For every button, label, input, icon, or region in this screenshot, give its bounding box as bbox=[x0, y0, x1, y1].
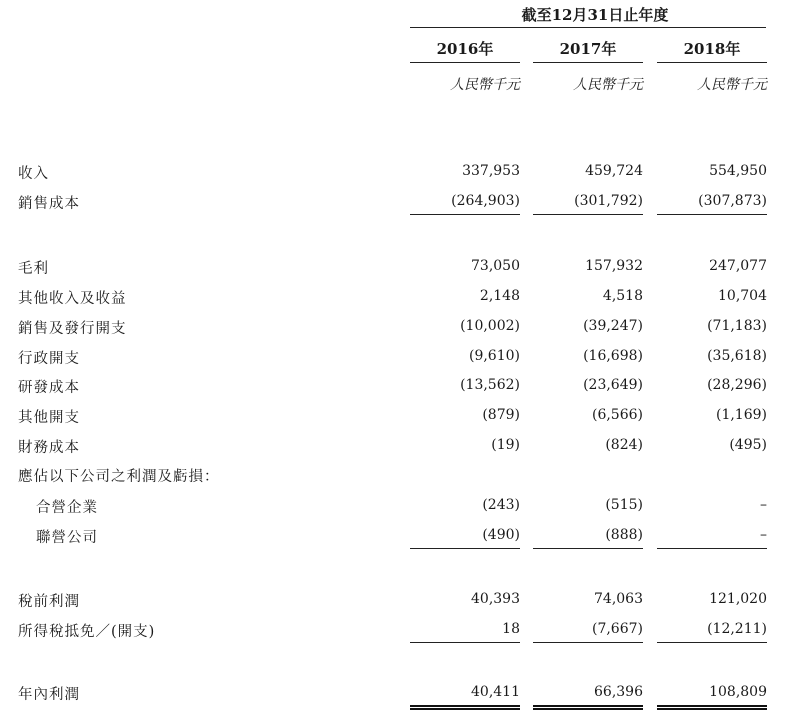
row-value: (6,566) bbox=[591, 407, 643, 423]
header-rule bbox=[410, 27, 766, 28]
subtotal-rule bbox=[657, 642, 767, 643]
unit-label: 人民幣千元 bbox=[573, 77, 643, 93]
row-label: 年內利潤 bbox=[18, 687, 80, 703]
row-value: (9,610) bbox=[468, 348, 520, 364]
row-label: 所得稅抵免／(開支) bbox=[18, 624, 156, 640]
row-value: 108,809 bbox=[709, 684, 767, 700]
row-label: 其他收入及收益 bbox=[18, 291, 127, 307]
row-label: 其他開支 bbox=[18, 410, 80, 426]
row-label: 應佔以下公司之利潤及虧損： bbox=[18, 469, 220, 485]
row-value: (13,562) bbox=[460, 377, 520, 393]
year-underline bbox=[533, 62, 643, 63]
subtotal-rule bbox=[410, 548, 520, 549]
row-value: 121,020 bbox=[709, 591, 767, 607]
period-header: 截至12月31日止年度 bbox=[521, 6, 669, 24]
row-value: (71,183) bbox=[707, 318, 767, 334]
row-value: (879) bbox=[482, 407, 520, 423]
row-label: 行政開支 bbox=[18, 351, 80, 367]
row-value: 73,050 bbox=[471, 258, 520, 274]
row-value: 18 bbox=[502, 621, 520, 637]
row-value: 459,724 bbox=[585, 163, 643, 179]
row-value: (264,903) bbox=[451, 193, 520, 209]
year-2017-header: 2017年 bbox=[559, 40, 617, 58]
subtotal-rule bbox=[533, 214, 643, 215]
row-value: (39,247) bbox=[583, 318, 643, 334]
row-value: (10,002) bbox=[460, 318, 520, 334]
row-value: 10,704 bbox=[718, 288, 767, 304]
subtotal-rule bbox=[410, 642, 520, 643]
row-value: (495) bbox=[729, 437, 767, 453]
row-value: – bbox=[760, 527, 767, 543]
total-double-rule bbox=[533, 705, 643, 710]
row-value: (824) bbox=[605, 437, 643, 453]
row-label: 稅前利潤 bbox=[18, 594, 80, 610]
row-value: 66,396 bbox=[594, 684, 643, 700]
year-underline bbox=[410, 62, 520, 63]
row-value: 157,932 bbox=[585, 258, 643, 274]
row-value: (307,873) bbox=[698, 193, 767, 209]
row-value: 74,063 bbox=[594, 591, 643, 607]
row-value: (16,698) bbox=[583, 348, 643, 364]
subtotal-rule bbox=[657, 214, 767, 215]
unit-label: 人民幣千元 bbox=[450, 77, 520, 93]
row-label: 研發成本 bbox=[18, 380, 80, 396]
subtotal-rule bbox=[533, 642, 643, 643]
row-value: – bbox=[760, 497, 767, 513]
row-value: 337,953 bbox=[462, 163, 520, 179]
row-value: (490) bbox=[482, 527, 520, 543]
row-value: (888) bbox=[605, 527, 643, 543]
year-underline bbox=[657, 62, 767, 63]
row-value: 4,518 bbox=[602, 288, 643, 304]
subtotal-rule bbox=[657, 548, 767, 549]
row-value: (19) bbox=[491, 437, 520, 453]
row-value: (515) bbox=[605, 497, 643, 513]
row-value: (301,792) bbox=[574, 193, 643, 209]
row-value: (23,649) bbox=[583, 377, 643, 393]
row-label: 毛利 bbox=[18, 261, 49, 277]
row-label: 銷售及發行開支 bbox=[18, 321, 127, 337]
row-label: 財務成本 bbox=[18, 440, 80, 456]
row-value: (12,211) bbox=[707, 621, 767, 637]
row-value: 2,148 bbox=[479, 288, 520, 304]
year-2016-header: 2016年 bbox=[436, 40, 494, 58]
row-label: 銷售成本 bbox=[18, 196, 80, 212]
row-value: (243) bbox=[482, 497, 520, 513]
row-label: 合營企業 bbox=[36, 500, 98, 516]
total-double-rule bbox=[657, 705, 767, 710]
subtotal-rule bbox=[410, 214, 520, 215]
row-label: 收入 bbox=[18, 166, 49, 182]
row-value: (35,618) bbox=[707, 348, 767, 364]
year-2018-header: 2018年 bbox=[683, 40, 741, 58]
row-label: 聯營公司 bbox=[36, 530, 98, 546]
row-value: (7,667) bbox=[591, 621, 643, 637]
row-value: 554,950 bbox=[709, 163, 767, 179]
row-value: 40,393 bbox=[471, 591, 520, 607]
row-value: (1,169) bbox=[715, 407, 767, 423]
subtotal-rule bbox=[533, 548, 643, 549]
total-double-rule bbox=[410, 705, 520, 710]
unit-label: 人民幣千元 bbox=[697, 77, 767, 93]
row-value: (28,296) bbox=[707, 377, 767, 393]
row-value: 247,077 bbox=[709, 258, 767, 274]
row-value: 40,411 bbox=[471, 684, 520, 700]
